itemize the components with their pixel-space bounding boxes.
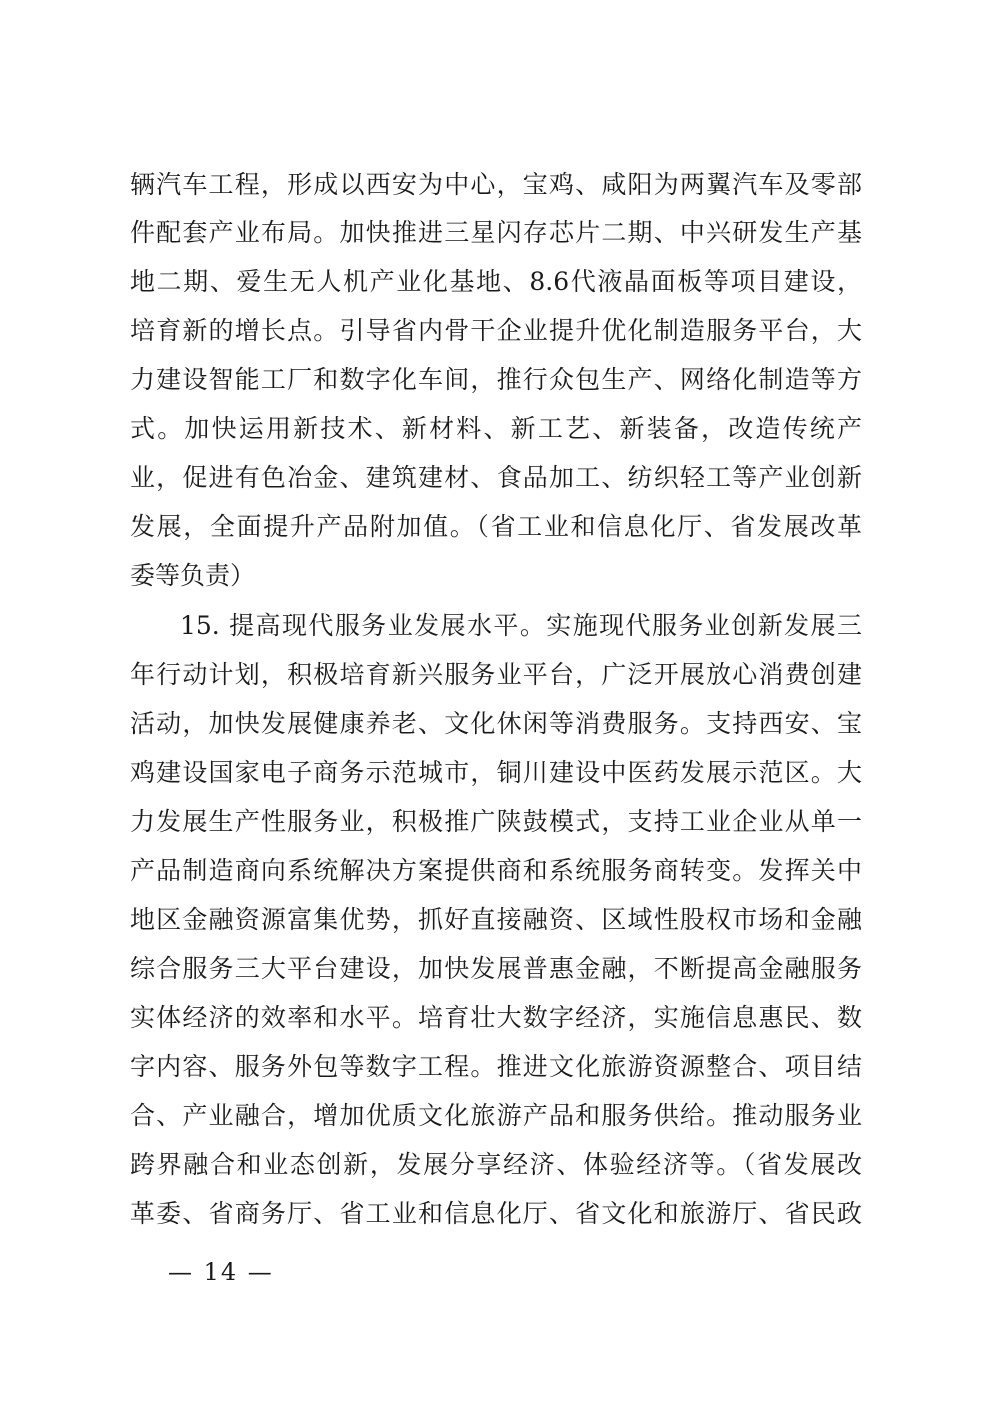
text-line: 产品制造商向系统解决方案提供商和系统服务商转变。发挥关中	[130, 856, 862, 885]
text-line: 地区金融资源富集优势，抓好直接融资、区域性股权市场和金融	[130, 905, 862, 934]
text-line: 年行动计划，积极培育新兴服务业平台，广泛开展放心消费创建	[130, 660, 862, 689]
text-line: 字内容、服务外包等数字工程。推进文化旅游资源整合、项目结	[130, 1052, 862, 1081]
text-line: 发展，全面提升产品附加值。（省工业和信息化厅、省发展改革	[130, 512, 862, 541]
text-line: 鸡建设国家电子商务示范城市，铜川建设中医药发展示范区。大	[130, 758, 862, 787]
text-line: 辆汽车工程，形成以西安为中心，宝鸡、咸阳为两翼汽车及零部	[130, 170, 862, 199]
text-line: 跨界融合和业态创新，发展分享经济、体验经济等。（省发展改	[130, 1150, 862, 1179]
text-line: 革委、省商务厅、省工业和信息化厅、省文化和旅游厅、省民政	[130, 1199, 862, 1228]
text-line: 活动，加快发展健康养老、文化休闲等消费服务。支持西安、宝	[130, 709, 862, 738]
text-line: 地二期、爱生无人机产业化基地、8.6代液晶面板等项目建设，	[130, 267, 862, 296]
text-line: 业，促进有色冶金、建筑建材、食品加工、纺织轻工等产业创新	[130, 463, 862, 492]
text-line: 力建设智能工厂和数字化车间，推行众包生产、网络化制造等方	[130, 365, 862, 394]
text-line: 委等负责）	[130, 561, 256, 590]
page-number: — 14 —	[168, 1258, 274, 1286]
text-line: 培育新的增长点。引导省内骨干企业提升优化制造服务平台，大	[130, 316, 862, 345]
text-line: 综合服务三大平台建设，加快发展普惠金融，不断提高金融服务	[130, 954, 862, 983]
text-line: 件配套产业布局。加快推进三星闪存芯片二期、中兴研发生产基	[130, 218, 862, 247]
text-line: 式。加快运用新技术、新材料、新工艺、新装备，改造传统产	[130, 414, 862, 443]
paragraph-start-line: 15. 提高现代服务业发展水平。实施现代服务业创新发展三	[180, 611, 862, 640]
text-line: 力发展生产性服务业，积极推广陕鼓模式，支持工业企业从单一	[130, 807, 862, 836]
text-line: 实体经济的效率和水平。培育壮大数字经济，实施信息惠民、数	[130, 1003, 862, 1032]
text-line: 合、产业融合，增加优质文化旅游产品和服务供给。推动服务业	[130, 1101, 862, 1130]
